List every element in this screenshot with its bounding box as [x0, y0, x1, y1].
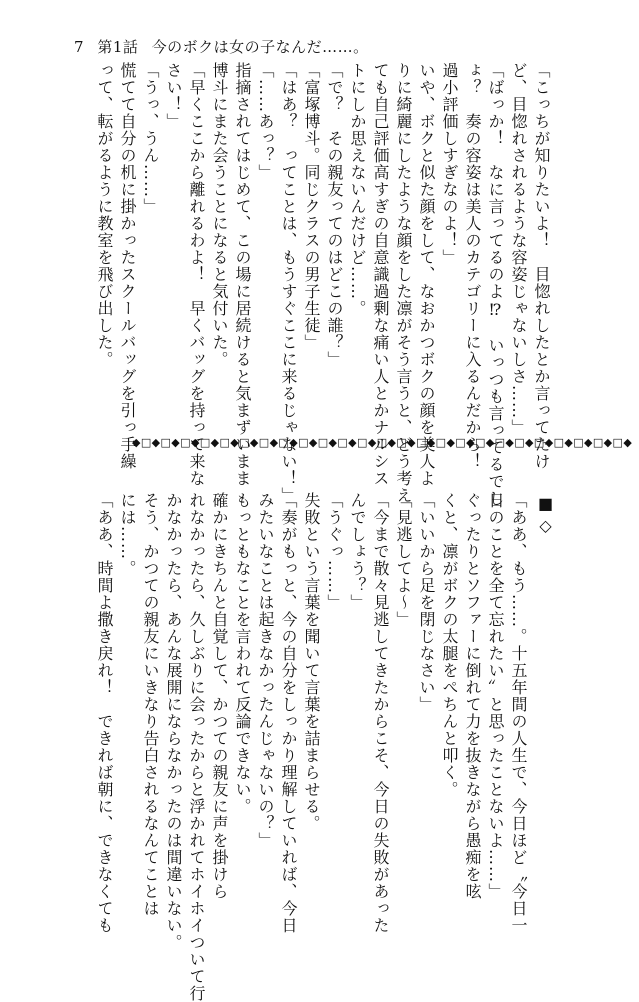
text-column: みたいなことは起きなかったんじゃないの？」 [256, 492, 275, 849]
text-column: ど、目惚れされるような容姿じゃないしさ……」 [509, 62, 528, 436]
chapter-label: 第1話 [97, 38, 139, 56]
section-mark: ■◇ [536, 494, 555, 538]
text-column: 「うっ、うん……」 [141, 62, 160, 215]
text-column: れなかったら、久しぶりに会ったからと浮かれてホイホイついて行 [187, 492, 206, 1002]
text-column: 「いいから足を閉じなさい」 [417, 492, 436, 713]
text-column: トにしか思えないんだけど……。 [348, 62, 367, 317]
text-column: 「富塚博斗。同じクラスの男子生徒」 [302, 62, 321, 351]
text-column: 「早くここから離れるわよ！ 早くバッグを持って来な [187, 62, 206, 487]
page-number: 7 [74, 38, 85, 56]
text-column: ても自己評価高すぎの自意識過剰な痛い人とかナルシス [371, 62, 390, 487]
text-column: 日のことを全て忘れたい〟と思ったことないよ……」 [486, 492, 505, 900]
text-column: そう、かつての親友にいきなり告白されるなんてことは [141, 492, 160, 917]
page-header [74, 36, 377, 57]
chapter-title: 今のボクは女の子なんだ……。 [151, 38, 369, 56]
text-column: 慌てて自分の机に掛かったスクールバッグを引っ手繰 [118, 62, 137, 470]
text-column: 「はあ？ ってことは、もうすぐここに来るじゃない！」 [279, 62, 298, 504]
text-column: 「見逃してよ～」 [394, 492, 413, 628]
text-column: って、転がるように教室を飛び出した。 [95, 62, 114, 368]
text-column: 「……あっ？」 [256, 62, 275, 181]
text-column: 「今まで散々見逃してきたからこそ、今日の失敗があった [371, 492, 390, 934]
text-column: いや、ボクと似た顔をして、なおかつボクの顔を美人よ [417, 62, 436, 487]
text-column: もっともなことを言われて反論できない。 [233, 492, 252, 815]
text-column: 「こっちが知りたいよ！ 目惚れしたとか言ってたけ [532, 62, 551, 470]
text-column: 「ばっか！ なに言ってるのよ⁉ いっつも言ってるでし [486, 62, 505, 507]
section-separator: ◆□◆□◆□◆□◆□◆□◆□◆□◆□◆□◆□◆□◆□◆□◆□◆□◆□◆□◆□◆□◆□◆□◆□◆□◆□◆ [132, 436, 633, 449]
text-column: りに綺麗にしたような顔をした凛がそう言うと、どう考え [394, 62, 413, 504]
text-column: んでしょう？」 [348, 492, 367, 611]
text-column: くと、凛がボクの太腿をぺちんと叩く。 [440, 492, 459, 798]
text-column: 「うぐっ……」 [325, 492, 344, 611]
text-column: 失敗という言葉を聞いて言葉を詰まらせる。 [302, 492, 321, 832]
text-column: 「ああ、もう……。十五年間の人生で、今日ほど〝今日一 [509, 492, 528, 934]
text-column: 確かにきちんと自覚して、かつての親友に声を掛けら [210, 492, 229, 900]
text-column: 「奏がもっと、今の自分をしっかり理解していれば、今日 [279, 492, 298, 934]
text-column: さい！」 [164, 62, 183, 130]
text-column: 過小評価しすぎなのよ！」 [440, 62, 459, 266]
text-column: には……。 [118, 492, 137, 577]
text-column: かなかったら、あんな展開にならなかったのは間違いない。 [164, 492, 183, 951]
text-column: ぐったりとソファーに倒れて力を抜きながら愚痴を呟 [463, 492, 482, 900]
text-column: 「ああ、時間よ撒き戻れ！ できれば朝に、できなくても [95, 492, 114, 934]
text-column: 指摘されてはじめて、この場に居続けると気まずいまま [233, 62, 252, 487]
text-column: 博斗にまた会うことになると気付いた。 [210, 62, 229, 368]
text-column: 「で？ その親友ってのはどこの誰？」 [325, 62, 344, 368]
text-column: ょ？ 奏の容姿は美人のカテゴリーに入るんだから！ [463, 62, 482, 470]
